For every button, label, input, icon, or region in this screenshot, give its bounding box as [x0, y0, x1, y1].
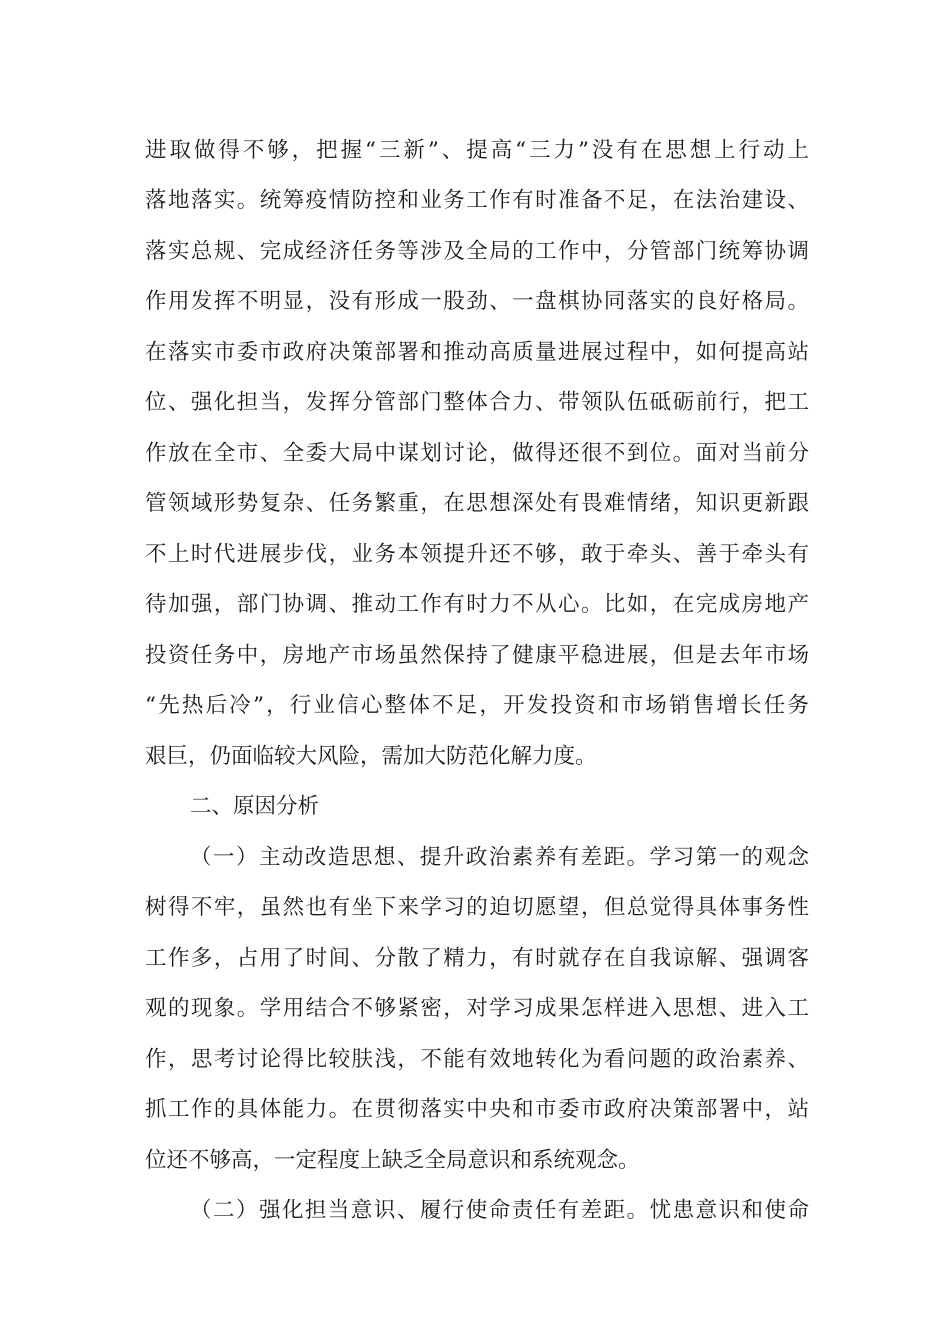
paragraph-line: 在落实市委市政府决策部署和推动高质量进展过程中，如何提高站 [145, 340, 809, 365]
paragraph-line: （二）强化担当意识、履行使命责任有差距。忧患意识和使命 [190, 1198, 809, 1223]
paragraph-line: 作，思考讨论得比较肤浅，不能有效地转化为看问题的政治素养、 [145, 1047, 809, 1072]
paragraph-line: 抓工作的具体能力。在贯彻落实中央和市委市政府决策部署中，站 [145, 1097, 809, 1122]
paragraph-line: 管领域形势复杂、任务繁重，在思想深处有畏难情绪，知识更新跟 [145, 491, 809, 516]
paragraph-line: 艰巨，仍面临较大风险，需加大防范化解力度。 [145, 744, 597, 769]
paragraph-line: 落实总规、完成经济任务等涉及全局的工作中，分管部门统筹协调 [145, 239, 809, 264]
paragraph-line: 待加强，部门协调、推动工作有时力不从心。比如，在完成房地产 [145, 592, 809, 617]
paragraph-line: 作用发挥不明显，没有形成一股劲、一盘棋协同落实的良好格局。 [145, 289, 809, 314]
paragraph-line: “先热后冷”，行业信心整体不足，开发投资和市场销售增长任务 [145, 693, 809, 718]
paragraph-line: 不上时代进展步伐，业务本领提升还不够，敢于牵头、善于牵头有 [145, 542, 809, 567]
paragraph-line: 投资任务中，房地产市场虽然保持了健康平稳进展，但是去年市场 [145, 643, 809, 668]
paragraph-line: （一）主动改造思想、提升政治素养有差距。学习第一的观念 [190, 845, 809, 870]
paragraph-line: 树得不牢，虽然也有坐下来学习的迫切愿望，但总觉得具体事务性 [145, 895, 809, 920]
paragraph-line: 位、强化担当，发挥分管部门整体合力、带领队伍砥砺前行，把工 [145, 390, 809, 415]
paragraph-line: 位还不够高，一定程度上缺乏全局意识和系统观念。 [145, 1148, 640, 1173]
paragraph-line: 工作多，占用了时间、分散了精力，有时就存在自我谅解、强调客 [145, 946, 809, 971]
paragraph-line: 作放在全市、全委大局中谋划讨论，做得还很不到位。面对当前分 [145, 441, 809, 466]
paragraph-line: 进取做得不够，把握“三新”、提高“三力”没有在思想上行动上 [145, 138, 809, 163]
section-heading: 二、原因分析 [190, 794, 320, 819]
paragraph-line: 落地落实。统筹疫情防控和业务工作有时准备不足，在法治建设、 [145, 188, 809, 213]
paragraph-line: 观的现象。学用结合不够紧密，对学习成果怎样进入思想、进入工 [145, 996, 809, 1021]
